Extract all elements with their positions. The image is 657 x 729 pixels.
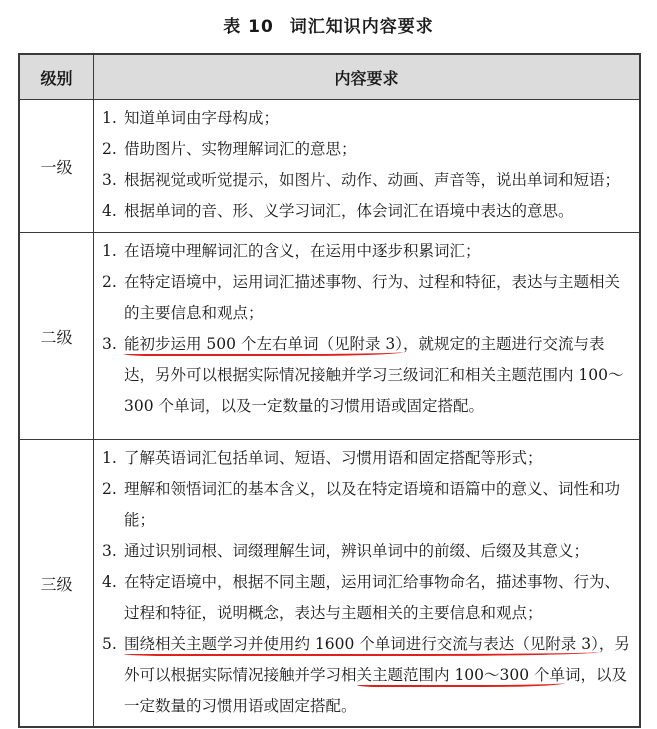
table-title: 词汇知识内容要求 (289, 17, 434, 37)
content-cell (94, 233, 641, 440)
content-cell (94, 440, 641, 728)
level-cell: 一级 (19, 100, 94, 233)
table-caption (0, 12, 657, 37)
list-item: 3. 能初步运用 500 个左右单词（见附录 3），就规定的主题进行交流与表达，另外可以根据实际情况接触并学习三级词汇和相关主题范围内 100～300 个单词，以及一定数量的习惯用语或固定搭配。 (102, 335, 624, 415)
level-cell: 三级 (19, 440, 94, 728)
list-item: 2. 在特定语境中，运用词汇描述事物、行为、过程和特征，表达与主题相关的主要信息和观点； (102, 273, 621, 322)
list-item: 4. 在特定语境中，根据不同主题，运用词汇给事物命名，描述事物、行为、过程和特征，说明概念，表达与主题相关的主要信息和观点； (102, 573, 621, 622)
list-item: 4. 根据单词的音、形、义学习词汇，体会词汇在语境中表达的意思。 (102, 202, 574, 220)
list-item: 2. 借助图片、实物理解词汇的意思； (102, 140, 357, 158)
list-item: 2. 理解和领悟词汇的基本含义，以及在特定语境和语篇中的意义、词性和功能； (102, 480, 621, 529)
list-item: 1. 知道单词由字母构成； (102, 109, 280, 127)
header-level: 级别 (19, 54, 94, 100)
list-item: 1. 了解英语词汇包括单词、短语、习惯用语和固定搭配等形式； (102, 449, 543, 467)
red-underline-annotation: 能初步运用 500 个左右单词（见附录 3） (124, 335, 403, 356)
red-underline-annotation: 围绕相关主题学习并使用约 1600 个单词进行交流与表达（见附录 3） (124, 635, 599, 656)
list-item: 5. 围绕相关主题学习并使用约 1600 个单词进行交流与表达（见附录 3），另外可以根据实际情况接触并学习相关主题范围内 100～300 个单词，以及一定数量的习惯用语或固定搭配。 (102, 635, 630, 715)
table-row-level-1 (19, 100, 640, 233)
table-row-level-2 (19, 233, 640, 440)
vocabulary-requirements-table (18, 53, 641, 728)
table-number: 表 10 (223, 17, 274, 37)
list-item: 3. 通过识别词根、词缀理解生词，辨识单词中的前缀、后缀及其意义； (102, 542, 590, 560)
content-cell (94, 100, 641, 233)
level-cell: 二级 (19, 233, 94, 440)
list-item: 3. 根据视觉或听觉提示，如图片、动作、动画、声音等，说出单词和短语； (102, 171, 621, 189)
header-row (19, 54, 640, 100)
table-row-level-3 (19, 440, 640, 728)
list-item: 1. 在语境中理解词汇的含义，在运用中逐步积累词汇； (102, 242, 481, 260)
header-content: 内容要求 (94, 54, 641, 100)
red-underline-annotation: 关主题范围内 100～300 个单 (357, 666, 566, 687)
